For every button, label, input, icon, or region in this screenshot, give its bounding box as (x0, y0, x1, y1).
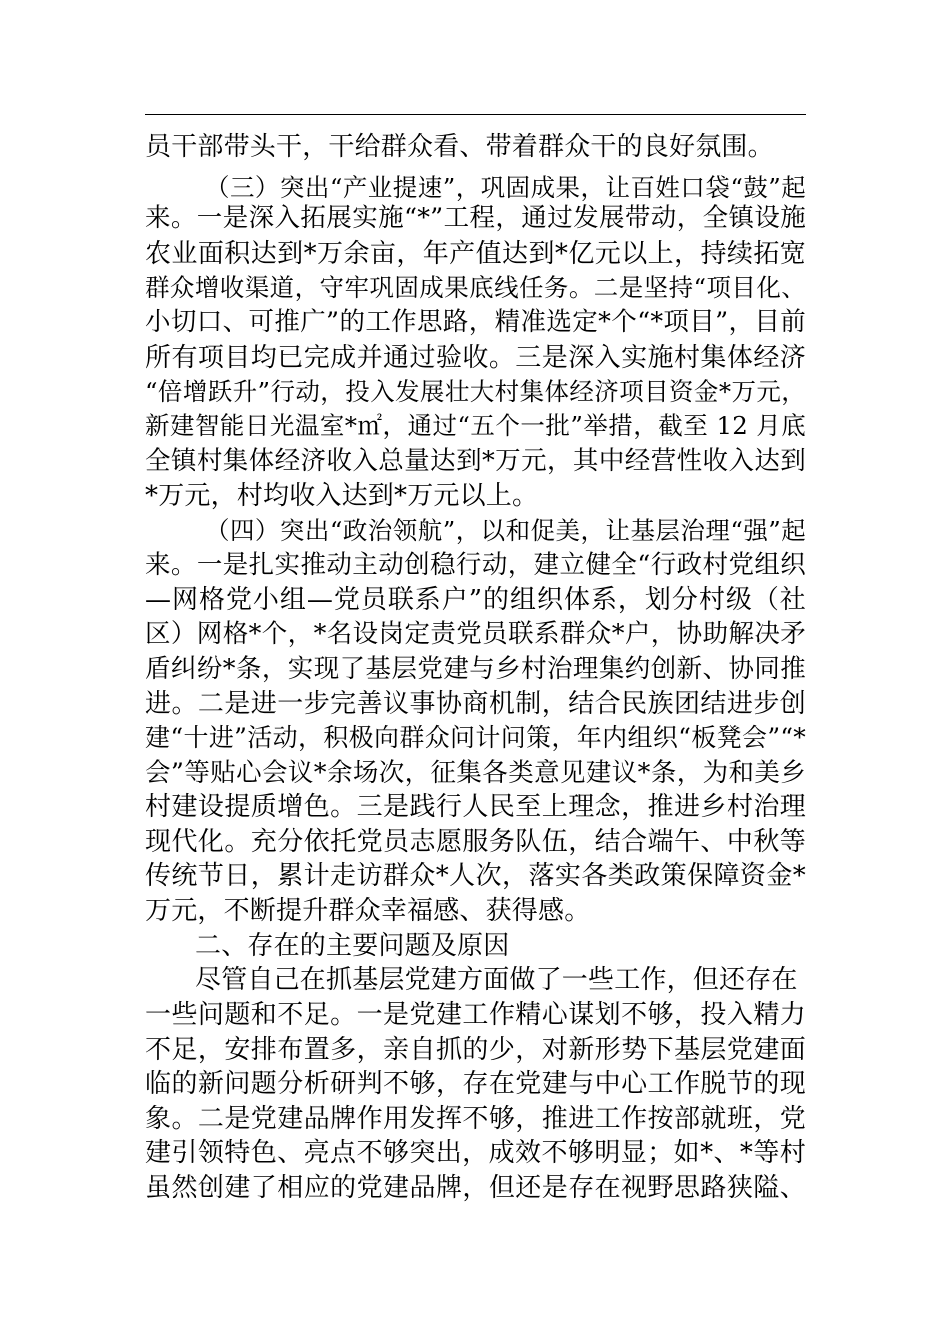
paragraph-line: 建“十进”活动，积极向群众问计问策，年内组织“板凳会”“* (145, 723, 806, 752)
paragraph-line: 传统节日，累计走访群众*人次，落实各类政策保障资金* (145, 861, 806, 891)
paragraph-line: 区）网格*个，*名设岗定责党员联系群众*户，协助解决矛 (145, 619, 806, 649)
paragraph-line: （三）突出“产业提速”，巩固成果，让百姓口袋“鼓”起 (205, 173, 806, 202)
paragraph-line: 小切口、可推广”的工作思路，精准选定*个“*项目”，目前 (145, 307, 806, 337)
paragraph-line: 建引领特色、亮点不够突出，成效不够明显；如*、*等村 (145, 1138, 806, 1168)
paragraph-line: 来。一是扎实推动主动创稳行动，建立健全“行政村党组织 (145, 550, 806, 580)
paragraph-line: 虽然创建了相应的党建品牌，但还是存在视野思路狭隘、 (145, 1173, 806, 1203)
section-heading: 二、存在的主要问题及原因 (195, 931, 510, 961)
paragraph-line: 农业面积达到*万余亩，年产值达到*亿元以上，持续拓宽 (145, 239, 806, 269)
paragraph-line: 盾纠纷*条，实现了基层党建与乡村治理集约创新、协同推 (145, 654, 806, 684)
paragraph-line: 员干部带头干，干给群众看、带着群众干的良好氛围。 (145, 132, 774, 162)
paragraph-line: 不足，安排布置多，亲自抓的少，对新形势下基层党建面 (145, 1035, 806, 1065)
paragraph-line: 村建设提质增色。三是践行人民至上理念，推进乡村治理 (145, 792, 806, 822)
paragraph-line: （四）突出“政治领航”，以和促美，让基层治理“强”起 (205, 516, 806, 545)
header-rule (145, 114, 806, 115)
paragraph-line: 象。二是党建品牌作用发挥不够，推进工作按部就班，党 (145, 1104, 806, 1134)
paragraph-line: 来。一是深入拓展实施“*”工程，通过发展带动，全镇设施 (145, 203, 806, 233)
paragraph-line: 万元，不断提升群众幸福感、获得感。 (145, 896, 591, 926)
paragraph-line: 会”等贴心会议*余场次，征集各类意见建议*条，为和美乡 (145, 758, 806, 788)
paragraph-line: 尽管自己在抓基层党建方面做了一些工作，但还存在 (195, 965, 798, 995)
paragraph-line: 所有项目均已完成并通过验收。三是深入实施村集体经济 (145, 343, 806, 373)
paragraph-line: *万元，村均收入达到*万元以上。 (145, 481, 539, 511)
paragraph-line: 全镇村集体经济收入总量达到*万元，其中经营性收入达到 (145, 446, 806, 476)
paragraph-line: 临的新问题分析研判不够，存在党建与中心工作脱节的现 (145, 1069, 806, 1099)
paragraph-line: 群众增收渠道，守牢巩固成果底线任务。二是坚持“项目化、 (145, 273, 806, 302)
paragraph-line: “倍增跃升”行动，投入发展壮大村集体经济项目资金*万元， (145, 377, 806, 406)
paragraph-line: 一些问题和不足。一是党建工作精心谋划不够，投入精力 (145, 1000, 806, 1030)
paragraph-line: 新建智能日光温室*㎡，通过“五个一批”举措，截至 12 月底 (145, 411, 806, 440)
paragraph-line: 进。二是进一步完善议事协商机制，结合民族团结进步创 (145, 689, 806, 719)
paragraph-line: 现代化。充分依托党员志愿服务队伍，结合端午、中秋等 (145, 827, 806, 857)
paragraph-line: —网格党小组—党员联系户”的组织体系，划分村级（社 (145, 585, 806, 615)
